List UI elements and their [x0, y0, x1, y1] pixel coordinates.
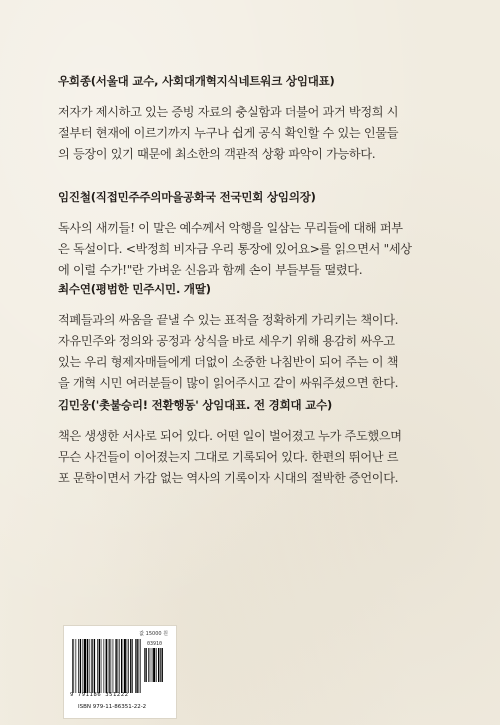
- barcode-bar: [135, 639, 136, 693]
- barcode-digits: 9 791186 351222: [70, 692, 129, 698]
- barcode-bar: [99, 639, 100, 693]
- barcode-bar: [140, 639, 141, 693]
- blurb-text: [58, 102, 450, 165]
- blurb-line: 있는 우리 형제자매들에게 더없이 소중한 나침반이 되어 주는 이 책: [58, 355, 399, 369]
- barcode-bar: [97, 639, 98, 693]
- blurb-author: 임진철(직접민주주의마을공화국 전국민회 상임의장): [58, 190, 316, 204]
- isbn-number: ISBN 979-11-86351-22-2: [78, 704, 147, 710]
- blurb-line: 적폐들과의 싸움을 끝낼 수 있는 표적을 정확하게 가리키는 책이다.: [58, 313, 399, 327]
- addon-number: 03910: [146, 641, 162, 647]
- barcode-bar: [83, 639, 84, 693]
- barcode-bar: [121, 639, 122, 693]
- blurb-text: [58, 426, 450, 489]
- blurb-choi-suyeon: [58, 281, 450, 394]
- blurb-line: 에 이럴 수가!"란 가벼운 신음과 함께 손이 부들부들 떨렸다.: [58, 263, 363, 277]
- blurb-line: 저자가 제시하고 있는 증빙 자료의 충실함과 더불어 과거 박정희 시: [58, 105, 399, 119]
- barcode-bar: [80, 639, 81, 693]
- isbn-barcode-box: [63, 625, 177, 719]
- barcode-bar: [128, 639, 129, 693]
- barcode-bar: [94, 639, 95, 693]
- barcode-bar: [144, 648, 145, 682]
- price-label: 값 15000 원: [139, 631, 168, 637]
- barcode-bar: [160, 648, 161, 682]
- barcode-bar: [108, 639, 109, 693]
- barcode-bar: [91, 639, 92, 693]
- barcode-bar: [153, 648, 155, 682]
- barcode-bar: [119, 639, 120, 693]
- barcode-icon: [71, 639, 141, 693]
- barcode-bar: [87, 639, 88, 693]
- barcode-bar: [136, 639, 137, 693]
- barcode-bar: [156, 648, 157, 682]
- blurb-text: [58, 218, 450, 281]
- barcode-bar: [158, 648, 159, 682]
- blurb-kim-minwoong: [58, 397, 450, 489]
- barcode-bar: [109, 639, 110, 693]
- barcode-bar: [76, 639, 77, 693]
- barcode-bar: [92, 639, 93, 693]
- barcode-bar: [78, 639, 79, 693]
- blurb-line: 의 등장이 있기 때문에 최소한의 객관적 상황 파악이 가능하다.: [58, 147, 376, 161]
- blurb-woo-heejong: [58, 73, 450, 165]
- blurb-author: 김민웅('촛불승리! 전환행동' 상임대표. 전 경희대 교수): [58, 398, 333, 412]
- blurb-line: 은 독설이다. <박정희 비자금 우리 통장에 있어요>를 읽으면서 "세상: [58, 242, 412, 256]
- addon-barcode-icon: [144, 648, 166, 682]
- blurb-text: [58, 310, 450, 394]
- barcode-bar: [101, 639, 102, 693]
- barcode-bar: [111, 639, 112, 693]
- barcode-bar: [148, 648, 149, 682]
- barcode-bar: [84, 639, 86, 693]
- blurb-line: 을 개혁 시민 여러분들이 많이 읽어주시고 같이 싸워주셨으면 한다.: [58, 376, 399, 390]
- barcode-bar: [139, 639, 140, 693]
- blurb-line: 포 문학이면서 가감 없는 역사의 기록이자 시대의 절박한 증언이다.: [58, 471, 399, 485]
- barcode-bar: [106, 639, 107, 693]
- blurb-line: 책은 생생한 서사로 되어 있다. 어떤 일이 벌어졌고 누가 주도했으며: [58, 429, 402, 443]
- barcode-bar: [132, 639, 133, 693]
- blurb-author: 우희종(서울대 교수, 사회대개혁지식네트워크 상임대표): [58, 74, 335, 88]
- barcode-bar: [113, 639, 114, 693]
- barcode-bar: [150, 648, 151, 682]
- blurb-line: 절부터 현재에 이르기까지 누구나 쉽게 공식 확인할 수 있는 인물들: [58, 126, 399, 140]
- blurb-line: 독사의 새끼들! 이 말은 예수께서 악행을 일삼는 무리들에 대해 퍼부: [58, 221, 403, 235]
- barcode-bar: [145, 648, 146, 682]
- blurb-line: 무슨 사건들이 이어졌는지 그대로 기록되어 있다. 한편의 뛰어난 르: [58, 450, 399, 464]
- barcode-bar: [124, 639, 126, 693]
- barcode-bar: [72, 639, 73, 693]
- barcode-bar: [152, 648, 153, 682]
- barcode-bar: [89, 639, 90, 693]
- barcode-bar: [162, 648, 163, 682]
- barcode-bar: [130, 639, 131, 693]
- blurb-author: 최수연(평범한 민주시민. 개딸): [58, 282, 211, 296]
- blurb-lim-jincheol: [58, 189, 450, 281]
- barcode-bar: [73, 639, 74, 693]
- barcode-bar: [118, 639, 119, 693]
- barcode-bar: [127, 639, 128, 693]
- blurb-line: 자유민주와 정의와 공정과 상식을 바로 세우기 위해 용감히 싸우고: [58, 334, 395, 348]
- barcode-bar: [104, 639, 105, 693]
- barcode-bar: [115, 639, 116, 693]
